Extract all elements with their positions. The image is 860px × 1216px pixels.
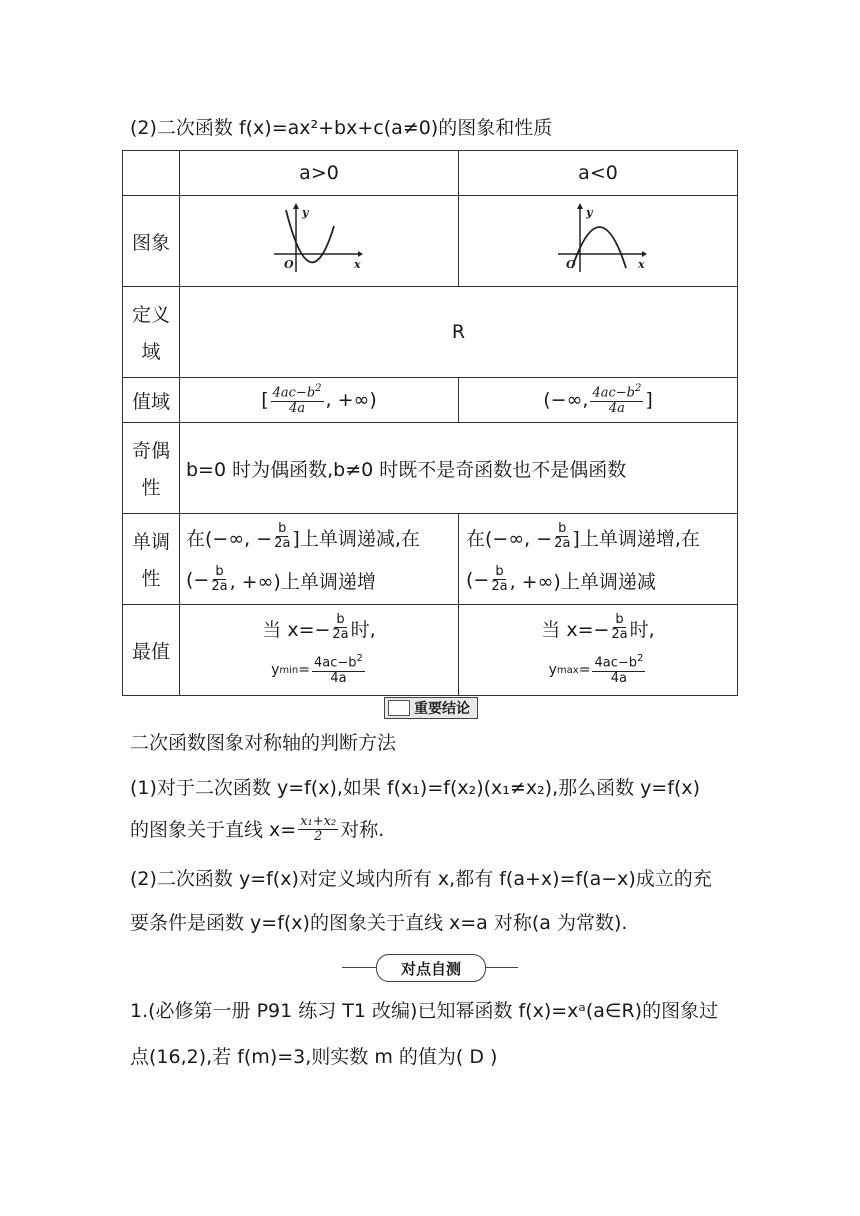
row-label-domain-line2: 域 [141, 341, 161, 363]
paragraph-1-line-1: (1)对于二次函数 y=f(x),如果 f(x₁)=f(x₂)(x₁≠x₂),那么函数 y=f(x) [130, 777, 701, 799]
row-label-parity-line2: 性 [141, 477, 161, 499]
p1-text: 对称. [340, 818, 385, 841]
ext-den: 4a [330, 670, 347, 686]
question-1-line-1: 1.(必修第一册 P91 练习 T1 改编)已知幂函数 f(x)=xᵃ(a∈R)的图象过 [130, 1000, 719, 1022]
range-den: 4a [289, 400, 306, 416]
ext-num: 4ac−b [594, 655, 637, 671]
mono-text: 在(−∞, − [186, 527, 273, 550]
paragraph-2-line-1: (2)二次函数 y=f(x)对定义域内所有 x,都有 f(a+x)=f(a−x)成立的充 [130, 868, 712, 890]
p1-frac-num: x₁+x₂ [300, 814, 337, 829]
header-a-positive: a>0 [299, 162, 339, 184]
monotonicity-a-negative [466, 516, 736, 602]
range-num: 4ac−b [592, 385, 635, 401]
row-label-mono-line1: 单调 [131, 531, 170, 553]
conclusion-title: 二次函数图象对称轴的判断方法 [130, 732, 397, 754]
range-a-negative [459, 378, 737, 422]
extreme-a-positive: 当 x=− $\frac{b}{2a}$ 时, y min = $\frac{4ac-b^2}{4a}$ [262, 611, 376, 686]
graph-x-label: x [638, 258, 645, 271]
frac-num: b [558, 520, 567, 536]
graph-origin-label: O [284, 258, 294, 271]
frac-num: b [215, 563, 224, 579]
range-a-positive [180, 378, 458, 422]
frac-num: b [615, 611, 624, 627]
row-label-domain [123, 287, 179, 377]
row-label-extreme: 最值 [131, 640, 170, 663]
range-num: 4ac−b [272, 385, 316, 401]
mono-text: (− [186, 569, 210, 591]
mono-text: ]上单调递减,在 [292, 527, 420, 550]
frac-den: 2a [274, 536, 291, 552]
parity-value: b=0 时为偶函数,b≠0 时既不是奇函数也不是偶函数 [186, 458, 627, 481]
range-den: 4a [608, 400, 625, 416]
mono-text: ]上单调递增,在 [572, 527, 700, 550]
frac-den: 2a [332, 627, 349, 643]
row-label-range: 值域 [131, 390, 170, 413]
section-heading: (2)二次函数 f(x)=ax²+bx+c(a≠0)的图象和性质 [130, 117, 553, 139]
extreme-a-negative: 当 x=− $\frac{b}{2a}$ 时, y max = $\frac{4ac-b^2}{4a}$ [541, 611, 655, 686]
frac-num: b [495, 563, 504, 579]
range-fraction: $\frac{4ac-b^2}{4a}$ [592, 383, 642, 416]
range-head: (−∞, [543, 389, 589, 411]
important-conclusion-badge [384, 697, 478, 719]
frac-den: 2a [211, 579, 228, 595]
question-1-line-2: 点(16,2),若 f(m)=3,则实数 m 的值为( D ) [130, 1046, 498, 1068]
mono-text: (− [466, 569, 490, 591]
frac-num: b [336, 611, 345, 627]
graph-x-label: x [354, 258, 361, 271]
ext-text: 当 x=− [262, 618, 331, 641]
mono-text: , +∞)上单调递减 [509, 570, 656, 593]
properties-table [122, 150, 738, 695]
paragraph-1-line-2 [130, 815, 384, 845]
monotonicity-a-positive [186, 516, 456, 602]
range-bracket: [ [261, 389, 269, 411]
row-label-parity-line1: 奇偶 [131, 440, 170, 462]
range-bracket: ] [645, 389, 653, 411]
frac-num: b [278, 520, 287, 536]
row-label-parity [123, 423, 179, 513]
domain-value: R [451, 321, 466, 343]
ext-num: 4ac−b [313, 655, 357, 671]
frac-den: 2a [491, 579, 508, 595]
ymax-subscript: max [556, 664, 579, 676]
ymin-subscript: min [279, 664, 299, 676]
book-icon [388, 700, 410, 716]
graph-y-label: y [302, 206, 309, 219]
ext-text: 时, [629, 618, 655, 641]
row-label-mono-line2: 性 [141, 568, 161, 590]
range-tail: , +∞) [325, 389, 377, 411]
row-label-monotonicity [123, 514, 179, 604]
badge-label: 重要结论 [414, 701, 470, 717]
p1-text: 的图象关于直线 x= [130, 818, 297, 841]
graph-y-label: y [586, 206, 593, 219]
header-a-negative: a<0 [578, 162, 618, 184]
graph-downward-parabola [556, 202, 648, 274]
p1-frac-den: 2 [314, 829, 323, 845]
frac-den: 2a [611, 627, 628, 643]
ext-text: 时, [350, 618, 376, 641]
mono-text: , +∞)上单调递增 [229, 570, 376, 593]
frac-den: 2a [554, 536, 571, 552]
row-label-graph: 图象 [131, 231, 170, 254]
row-label-domain-line1: 定义 [131, 304, 170, 326]
ext-den: 4a [610, 670, 628, 686]
self-test-label: 对点自测 [376, 954, 486, 982]
graph-origin-label: O [566, 258, 576, 271]
range-fraction: $\frac{4ac-b^2}{4a}$ [272, 383, 322, 416]
paragraph-2-line-2: 要条件是函数 y=f(x)的图象关于直线 x=a 对称(a 为常数). [130, 912, 628, 934]
mono-text: 在(−∞, − [466, 527, 553, 550]
ext-text: 当 x=− [541, 618, 610, 641]
graph-upward-parabola [272, 202, 364, 274]
self-test-section-header [342, 954, 518, 982]
